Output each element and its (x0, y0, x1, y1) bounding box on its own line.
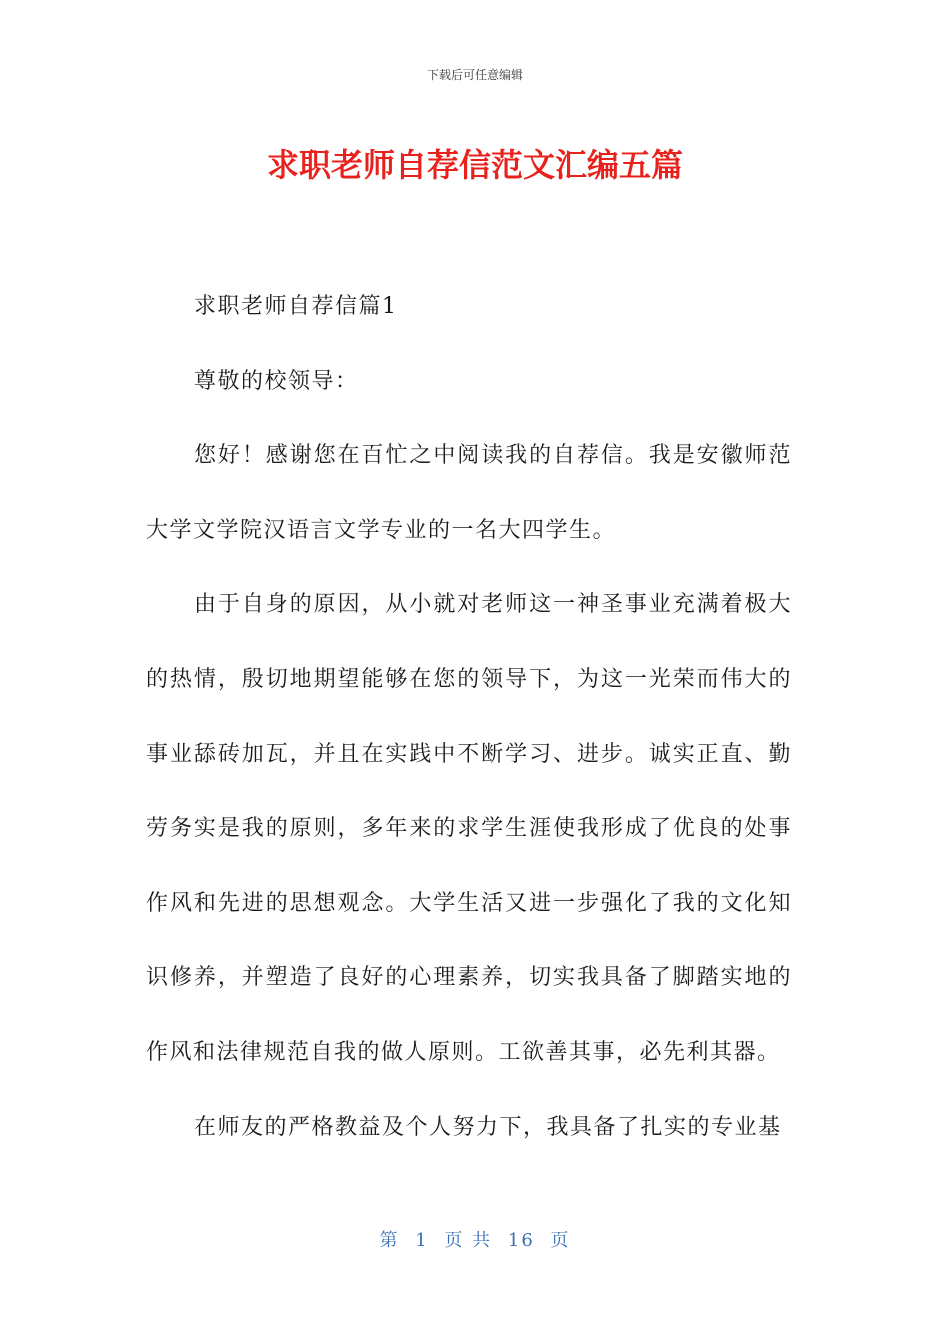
footer-suffix: 页 (550, 1230, 571, 1251)
body-paragraph: 由于自身的原因，从小就对老师这一神圣事业充满着极大的热情，殷切地期望能够在您的领导下，为这一光荣而伟大的事业舔砖加瓦，并且在实践中不断学习、进步。诚实正直、勤劳务实是我的原则，多年来的求学生涯使我形成了优良的处事作风和先进的思想观念。大学生活又进一步强化了我的文化知识修养，并塑造了良好的心理素养，切实我具备了脚踏实地的作风和法律规范自我的做人原则。工欲善其事，必先利其器。 (146, 592, 792, 1065)
body-paragraph: 在师友的严格教益及个人努力下，我具备了扎实的专业基 (194, 1114, 782, 1140)
salutation: 尊敬的校领导： (194, 368, 359, 394)
header-note: 下载后可任意编辑 (426, 68, 523, 82)
footer-total-pages: 16 (507, 1230, 535, 1251)
section-heading: 求职老师自荐信篇1 (194, 294, 398, 319)
footer-prefix: 第 (379, 1230, 400, 1251)
body-paragraph: 您好！感谢您在百忙之中阅读我的自荐信。我是安徽师范大学文学院汉语言文学专业的一名大四学生。 (146, 443, 792, 543)
document-title: 求职老师自荐信范文汇编五篇 (266, 146, 683, 184)
page-footer (0, 1226, 950, 1252)
footer-middle: 页 共 (444, 1230, 493, 1251)
footer-current-page: 1 (415, 1230, 429, 1251)
document-body (146, 270, 792, 1165)
